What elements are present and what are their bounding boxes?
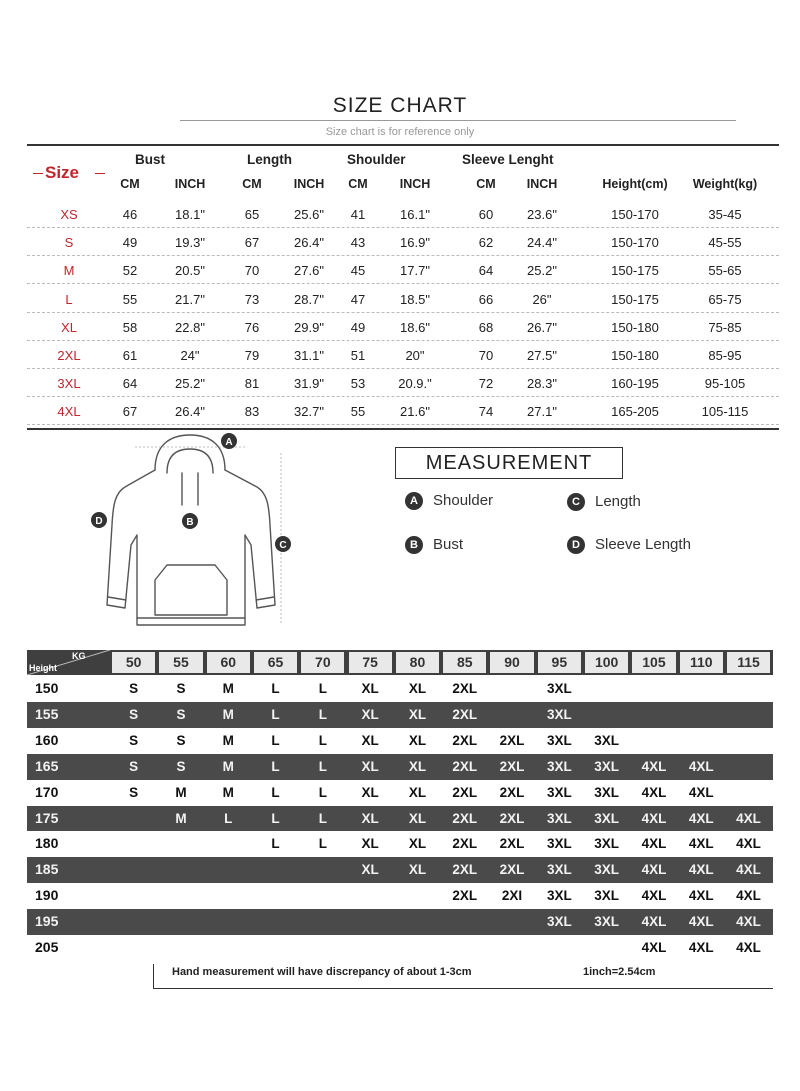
recommended-size: 3XL <box>594 836 620 852</box>
weight-header: 75 <box>349 652 392 673</box>
footer-bracket <box>153 964 154 988</box>
size-value: 20" <box>405 348 425 363</box>
recommended-size: 3XL <box>594 758 620 774</box>
size-value: 19.3" <box>175 235 205 251</box>
size-value: 18.6" <box>400 319 430 335</box>
size-value: 24" <box>180 348 200 363</box>
recommended-size: 4XL <box>641 810 667 826</box>
recommended-size: S <box>176 706 186 722</box>
badge-c: C <box>567 493 585 511</box>
size-code: XL <box>61 319 77 335</box>
height-value: 180 <box>35 835 59 852</box>
size-value: 52 <box>122 263 138 279</box>
height-value: 155 <box>35 705 59 722</box>
recommended-size: XL <box>408 784 427 800</box>
legend-bust <box>405 536 463 554</box>
recommended-size: 2XL <box>499 758 525 774</box>
recommended-size: 2XL <box>499 784 525 800</box>
size-value: 26.4" <box>175 404 205 420</box>
recommended-size: S <box>129 706 139 722</box>
size-value: 21.6" <box>400 404 430 420</box>
size-value: 24.4" <box>527 235 557 251</box>
recommended-size: 2XL <box>499 862 525 878</box>
footer-rule <box>153 988 773 989</box>
size-value: 29.9" <box>294 319 324 335</box>
legend-length <box>567 493 641 511</box>
size-value: 45 <box>350 263 366 279</box>
recommended-size: XL <box>361 732 379 748</box>
unit-header: Weight(kg) <box>692 177 758 191</box>
unit-header: CM <box>242 177 262 191</box>
recommended-size: L <box>271 810 280 826</box>
table-top-rule <box>27 144 779 146</box>
weight-header-row <box>27 650 773 675</box>
recommended-size: L <box>271 706 280 722</box>
recommended-size: 3XL <box>546 732 572 748</box>
recommended-size: L <box>271 732 280 748</box>
size-row <box>27 257 779 284</box>
size-value: 16.1" <box>400 207 430 222</box>
recommended-size: 3XL <box>594 862 620 878</box>
recommended-size: M <box>222 732 234 748</box>
size-code: 3XL <box>57 376 81 392</box>
recommended-size: 3XL <box>546 862 572 878</box>
recommended-size: XL <box>361 784 379 800</box>
size-row <box>27 342 779 369</box>
height-value: 170 <box>35 783 59 800</box>
size-value: 49 <box>122 235 138 251</box>
size-value: 83 <box>244 404 260 420</box>
recommended-size: L <box>318 706 327 722</box>
pocket-outline <box>155 565 227 615</box>
size-value: 150-180 <box>611 319 659 335</box>
size-value: 105-115 <box>701 404 749 420</box>
badge-d: D <box>567 536 585 554</box>
row-divider <box>27 340 779 341</box>
size-label-dash-left <box>33 173 43 174</box>
unit-header: INCH <box>293 177 325 191</box>
unit-header: Height(cm) <box>602 177 668 191</box>
row-divider <box>27 283 779 284</box>
weight-header: 55 <box>159 652 202 673</box>
weight-header: 85 <box>443 652 486 673</box>
recommended-size: 2XL <box>452 836 478 852</box>
size-value: 27.6" <box>294 263 324 279</box>
badge-a: A <box>405 492 423 510</box>
size-value: 23.6" <box>527 207 557 222</box>
recommended-size: XL <box>361 681 379 696</box>
recommended-size: 4XL <box>736 862 761 878</box>
recommended-size: 2XL <box>452 888 478 904</box>
size-code: XS <box>60 207 78 222</box>
recommended-size: XL <box>408 732 427 748</box>
group-header: Sleeve Lenght <box>462 152 554 167</box>
recommended-size: 3XL <box>546 836 572 852</box>
weight-header: 95 <box>538 652 581 673</box>
recommended-size: M <box>175 784 187 800</box>
size-value: 25.2" <box>175 376 205 392</box>
size-value: 28.7" <box>294 291 324 307</box>
size-value: 32.7" <box>294 404 324 420</box>
recommended-size: 3XL <box>546 706 572 722</box>
page-subtitle: Size chart is for reference only <box>325 126 475 138</box>
recommended-size: 4XL <box>688 940 714 955</box>
height-row <box>27 831 773 857</box>
height-value: 185 <box>35 861 59 878</box>
recommended-size: 2XL <box>452 706 478 722</box>
size-value: 53 <box>350 376 366 392</box>
size-value: 81 <box>244 376 260 392</box>
height-row <box>27 780 773 806</box>
recommended-size: 4XL <box>641 836 667 852</box>
legend-bust-label: Bust <box>433 536 464 553</box>
size-value: 79 <box>244 348 260 363</box>
legend-sleeve-length <box>567 536 691 554</box>
recommended-size: L <box>318 758 327 774</box>
height-row <box>27 702 773 728</box>
size-value: 26.4" <box>294 235 324 251</box>
size-row <box>27 398 779 425</box>
size-value: 55 <box>122 291 138 307</box>
recommended-size: 3XL <box>594 810 620 826</box>
size-value: 85-95 <box>708 348 742 363</box>
size-code: S <box>64 235 74 251</box>
height-row <box>27 909 773 935</box>
unit-header-row <box>27 177 779 199</box>
height-value: 150 <box>35 680 59 696</box>
recommended-size: S <box>176 758 186 774</box>
recommended-size: 4XL <box>736 836 761 852</box>
size-code: M <box>63 263 75 279</box>
recommended-size: 3XL <box>546 784 572 800</box>
size-label-dash-right <box>95 173 105 174</box>
recommended-size: S <box>129 732 139 748</box>
recommended-size: 2XL <box>452 681 478 696</box>
recommended-size: 3XL <box>546 914 572 930</box>
recommended-size: 4XL <box>641 940 667 955</box>
size-value: 16.9" <box>400 235 430 251</box>
recommended-size: 4XL <box>736 914 761 930</box>
hood-outline <box>155 435 225 470</box>
size-value: 43 <box>350 235 366 251</box>
recommended-size: 2XL <box>452 732 478 748</box>
recommended-size: XL <box>361 862 379 878</box>
body-outline <box>107 470 275 625</box>
recommended-size: 3XL <box>546 888 572 904</box>
size-value: 60 <box>478 207 494 222</box>
recommended-size: M <box>222 681 234 696</box>
size-value: 68 <box>478 319 494 335</box>
recommended-size: L <box>318 681 327 696</box>
recommended-size: 3XL <box>594 914 620 930</box>
title-rule <box>180 120 736 121</box>
legend-length-label: Length <box>595 493 641 510</box>
recommended-size: M <box>175 810 187 826</box>
legend-shoulder <box>405 492 493 510</box>
group-header-row <box>27 152 779 172</box>
height-row <box>27 935 773 961</box>
unit-header: INCH <box>399 177 431 191</box>
recommended-size: 2XL <box>499 732 525 748</box>
size-value: 49 <box>350 319 366 335</box>
size-value: 55 <box>350 404 366 420</box>
weight-header: 80 <box>396 652 439 673</box>
group-header: Length <box>247 152 292 167</box>
size-label-text: Size <box>45 163 80 182</box>
size-value: 165-205 <box>611 404 659 420</box>
recommended-size: 4XL <box>688 784 714 800</box>
size-value: 55-65 <box>708 263 742 279</box>
recommended-size: L <box>318 784 327 800</box>
cuff-right <box>256 597 274 600</box>
weight-header: 65 <box>254 652 297 673</box>
height-row <box>27 806 773 832</box>
recommended-size: S <box>176 732 186 748</box>
recommended-size: XL <box>361 758 379 774</box>
recommended-size: 4XL <box>641 862 667 878</box>
unit-header: CM <box>348 177 368 191</box>
group-header: Bust <box>135 152 165 167</box>
size-value: 18.5" <box>400 291 430 307</box>
size-value: 150-170 <box>611 207 659 222</box>
kg-label: KG <box>72 651 86 661</box>
legend-shoulder-label: Shoulder <box>433 492 494 509</box>
recommended-size: 4XL <box>688 914 714 930</box>
recommended-size: 2XL <box>452 784 478 800</box>
weight-header: 100 <box>585 652 628 673</box>
size-value: 75-85 <box>708 319 742 335</box>
weight-header: 115 <box>727 652 770 673</box>
recommended-size: L <box>271 784 280 800</box>
unit-header: CM <box>476 177 496 191</box>
size-value: 66 <box>478 291 494 307</box>
size-value: 28.3" <box>527 376 557 392</box>
recommended-size: 4XL <box>736 940 761 955</box>
size-code: 4XL <box>57 404 81 420</box>
size-value: 21.7" <box>175 291 205 307</box>
size-value: 41 <box>350 207 366 222</box>
recommended-size: 2XL <box>452 758 478 774</box>
size-value: 65 <box>244 207 260 222</box>
height-row <box>27 857 773 883</box>
height-row <box>27 883 773 909</box>
cuff-left <box>108 597 126 600</box>
size-value: 17.7" <box>400 263 430 279</box>
marker-c: C <box>279 540 287 551</box>
recommended-size: XL <box>408 681 427 696</box>
recommended-size: 4XL <box>688 862 714 878</box>
recommended-size: M <box>222 758 234 774</box>
size-value: 27.5" <box>527 348 557 363</box>
size-value: 73 <box>244 291 260 307</box>
size-row <box>27 201 779 228</box>
size-value: 31.9" <box>294 376 324 392</box>
height-row <box>27 754 773 780</box>
size-value: 67 <box>122 404 138 420</box>
recommended-size: 4XL <box>736 888 761 904</box>
recommended-size: 4XL <box>641 758 667 774</box>
size-value: 76 <box>244 319 260 335</box>
hood-inner <box>167 449 213 473</box>
size-value: 150-180 <box>611 348 659 363</box>
size-value: 74 <box>478 404 494 420</box>
size-value: 31.1" <box>294 348 324 363</box>
recommended-size: L <box>318 810 327 826</box>
recommended-size: XL <box>408 836 427 852</box>
recommended-size: L <box>271 758 280 774</box>
row-divider <box>27 227 779 228</box>
height-value: 175 <box>35 809 59 826</box>
recommended-size: 3XL <box>594 784 620 800</box>
size-value: 20.5" <box>175 263 205 279</box>
recommended-size: S <box>129 681 139 696</box>
recommended-size: XL <box>408 862 427 878</box>
weight-header: 105 <box>632 652 675 673</box>
recommended-size: 4XL <box>688 888 714 904</box>
size-value: 72 <box>478 376 494 392</box>
recommended-size: L <box>318 836 327 852</box>
size-value: 26.7" <box>527 319 557 335</box>
unit-header: INCH <box>526 177 558 191</box>
recommended-size: 2XL <box>499 836 525 852</box>
recommended-size: XL <box>408 810 427 826</box>
recommended-size: 3XL <box>594 888 620 904</box>
recommended-size: 4XL <box>688 810 714 826</box>
recommended-size: XL <box>361 836 379 852</box>
size-value: 70 <box>478 348 494 363</box>
size-value: 20.9." <box>398 376 432 392</box>
height-row <box>27 728 773 754</box>
height-label: Height <box>29 663 57 673</box>
recommended-size: XL <box>361 810 379 826</box>
recommended-size: 3XL <box>546 810 572 826</box>
recommended-size: 4XL <box>641 784 667 800</box>
size-value: 64 <box>122 376 138 392</box>
size-value: 150-175 <box>611 263 659 279</box>
recommended-size: 3XL <box>594 732 620 748</box>
size-row <box>27 314 779 341</box>
recommended-size: S <box>129 758 139 774</box>
size-row <box>27 370 779 397</box>
size-value: 26" <box>532 291 552 307</box>
grid-corner <box>27 650 110 675</box>
size-value: 25.2" <box>527 263 557 279</box>
unit-header: INCH <box>174 177 206 191</box>
recommended-size: 3XL <box>546 681 572 696</box>
size-value: 22.8" <box>175 319 205 335</box>
size-value: 67 <box>244 235 260 251</box>
recommended-size: M <box>222 784 234 800</box>
recommended-size: 2XI <box>501 888 523 904</box>
size-value: 160-195 <box>611 376 659 392</box>
legend-sleeve-length-label: Sleeve Length <box>595 536 691 553</box>
weight-header: 50 <box>112 652 155 673</box>
height-row <box>27 676 773 702</box>
recommended-size: XL <box>408 706 427 722</box>
size-value: 95-105 <box>704 376 746 392</box>
group-header: Shoulder <box>347 152 406 167</box>
size-row <box>27 286 779 313</box>
size-value: 18.1" <box>175 207 205 222</box>
recommended-size: XL <box>408 758 427 774</box>
recommended-size: 2XL <box>452 810 478 826</box>
recommended-size: 4XL <box>641 914 667 930</box>
badge-b: B <box>405 536 423 554</box>
recommended-size: L <box>224 810 233 826</box>
row-divider <box>27 368 779 369</box>
unit-header: CM <box>120 177 140 191</box>
weight-header: 110 <box>680 652 723 673</box>
recommended-size: 3XL <box>546 758 572 774</box>
size-value: 58 <box>122 319 138 335</box>
height-value: 165 <box>35 757 59 774</box>
size-value: 61 <box>122 348 138 363</box>
discrepancy-note: Hand measurement will have discrepancy of about 1-3cm <box>172 966 472 978</box>
recommended-size: L <box>318 732 327 748</box>
recommended-size: 2XL <box>499 810 525 826</box>
recommended-size: 4XL <box>688 758 714 774</box>
marker-d: D <box>95 516 103 527</box>
recommended-size: L <box>271 836 280 852</box>
height-value: 205 <box>35 939 59 955</box>
size-value: 46 <box>122 207 138 222</box>
weight-header: 60 <box>207 652 250 673</box>
row-divider <box>27 255 779 256</box>
recommended-size: 4XL <box>688 836 714 852</box>
size-row <box>27 229 779 256</box>
recommended-size: S <box>129 784 139 800</box>
recommended-size: XL <box>361 706 379 722</box>
recommended-size: M <box>222 706 234 722</box>
row-divider <box>27 312 779 313</box>
height-value: 195 <box>35 913 59 930</box>
height-value: 160 <box>35 731 59 748</box>
size-value: 35-45 <box>708 207 742 222</box>
size-value: 62 <box>478 235 494 251</box>
size-value: 27.1" <box>527 404 557 420</box>
weight-header: 90 <box>490 652 533 673</box>
recommended-size: S <box>176 681 186 696</box>
marker-a: A <box>225 437 233 448</box>
recommended-size: L <box>271 681 280 696</box>
size-value: 51 <box>350 348 366 363</box>
height-value: 190 <box>35 887 59 904</box>
recommended-size: 4XL <box>736 810 761 826</box>
size-value: 64 <box>478 263 494 279</box>
inch-conversion: 1inch=2.54cm <box>583 966 656 978</box>
recommended-size: 4XL <box>641 888 667 904</box>
recommended-size: 2XL <box>452 862 478 878</box>
size-value: 45-55 <box>708 235 742 251</box>
size-value: 65-75 <box>708 291 742 307</box>
measurement-title: MEASUREMENT <box>395 447 623 479</box>
size-code: 2XL <box>57 348 81 363</box>
marker-b: B <box>186 517 194 528</box>
size-value: 150-170 <box>611 235 659 251</box>
size-code: L <box>65 291 73 307</box>
weight-header: 70 <box>301 652 344 673</box>
page-title: SIZE CHART <box>332 94 468 117</box>
size-value: 25.6" <box>294 207 324 222</box>
size-value: 70 <box>244 263 260 279</box>
size-value: 150-175 <box>611 291 659 307</box>
size-value: 47 <box>350 291 366 307</box>
row-divider <box>27 396 779 397</box>
hoodie-diagram <box>85 425 300 640</box>
